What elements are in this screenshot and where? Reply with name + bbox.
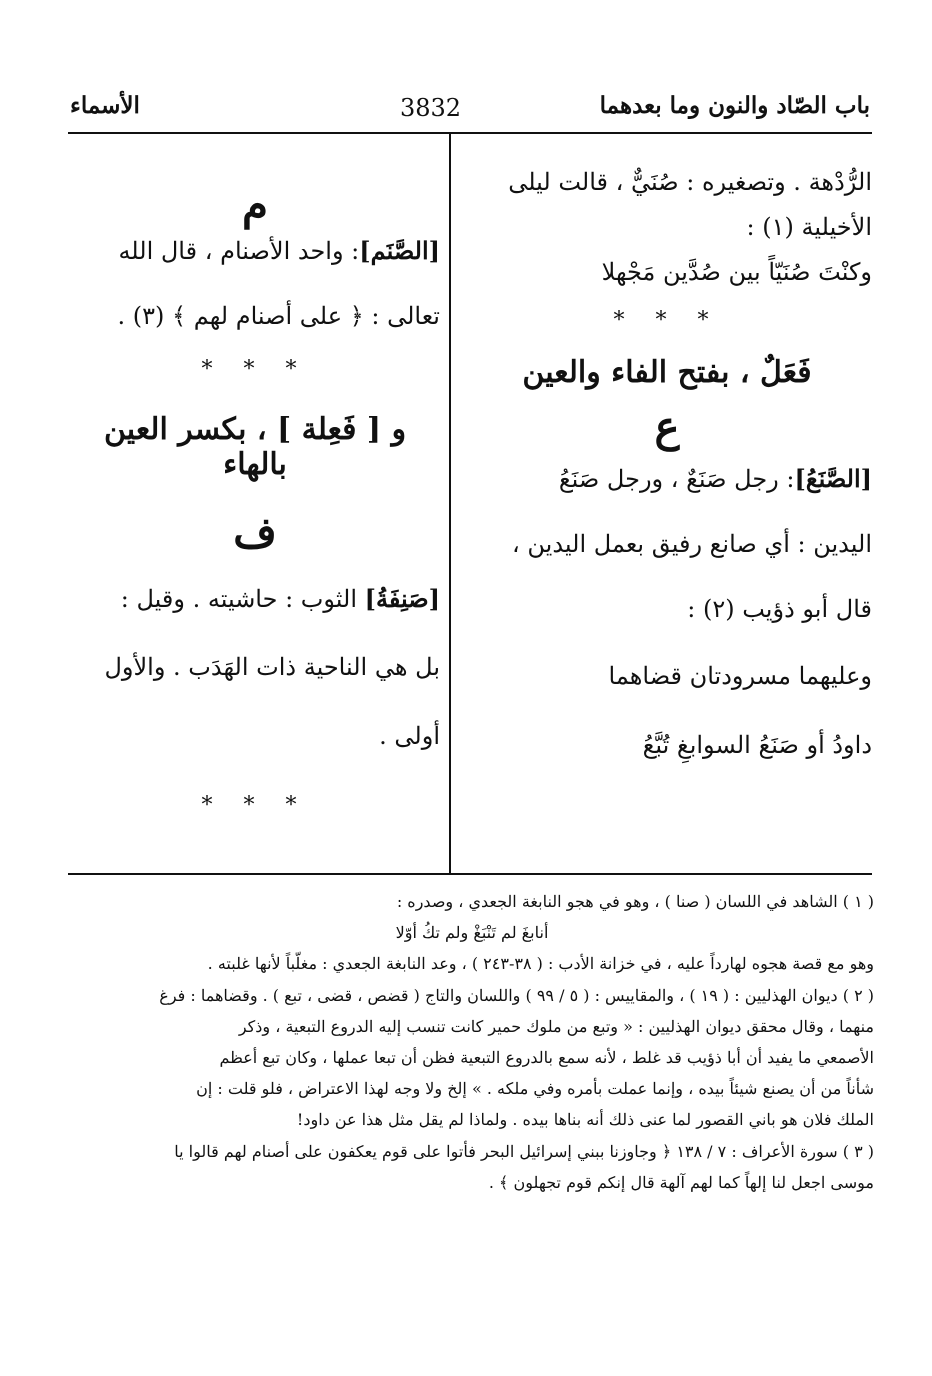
text-line: أولى . [379, 722, 440, 751]
text-line: الرُّدْهة . وتصغيره : صُنَيٌّ ، قالت ليلى [508, 168, 872, 196]
verse-line: داودُ أو صَنَعُ السوابغِ تُبَّعُ [642, 730, 872, 759]
text-line: تعالى : ﴿ على أصنام لهم ﴾ (٣) . [117, 301, 440, 330]
section-separator: * * * [201, 792, 309, 818]
entry-text: : واحد الأصنام ، قال الله [118, 237, 360, 265]
section-separator: * * * [613, 308, 721, 334]
verse-line: وعليهما مسرودتان قضاهما [608, 661, 872, 690]
footnote-1: ( ١ ) الشاهد في اللسان ( صنا ) ، وهو في هجو النابغة الجعدي ، وصدره : [396, 892, 874, 911]
footnote-2: ( ٢ ) ديوان الهذليين : ( ١٩ ) ، والمقاييس : ( ٥ / ٩٩ ) واللسان والتاج ( قضص ، قضى ، تبع ) . وقضاهما : فرغ [159, 985, 874, 1005]
entry-line [70, 237, 440, 266]
footnote-3: ( ٣ ) سورة الأعراف : ٧ / ١٣٨ ﴿ وجاوزنا ببني إسرائيل البحر فأتوا على قوم يعكفون على أصنام لهم قالوا يا [174, 1141, 874, 1161]
text-line: اليدين : أي صانع رفيق بعمل اليدين ، [512, 530, 872, 559]
footnote-2-cont: منهما ، وقال محقق ديوان الهذليين : « وتبع من ملوك حمير كانت تنسب إليه الدروع التبعية ، وذكر [238, 1016, 874, 1036]
footnote-2-cont: الأصمعي ما يفيد أن أبا ذؤيب قد غلط ، لأنه سمع بالدروع التبعية فظن أن تبعا عملها ، وكان تبع أعظم [219, 1047, 874, 1067]
footnote-2-cont: الملك فلان هو باني القصور لما عنى ذلك أنه بناها بيده . ولماذا لم يقل مثل هذا عن داود! [296, 1110, 874, 1130]
column-divider [449, 134, 451, 874]
entry-text: : رجل صَنَعٌ ، ورجل صَنَعُ [558, 465, 795, 494]
page-number: 3832 [400, 94, 462, 122]
footnote-2-cont: شأناً من أن يصنع شيئاً بيده ، وإنما عملت بأمره وفي ملكه . » إلخ ولا وجه لهذا الاعتراض ، فلو قلت : إن [196, 1079, 874, 1099]
footnote-rule [68, 873, 872, 875]
footnote-1-cont: وهو مع قصة هجوه لهارداً عليه ، في خزانة الأدب : ( ٣٨-٢٤٣ ) ، وعد النابغة الجعدي : مغلّباً لأنها غلبته . [207, 954, 874, 974]
text-line: قال أبو ذؤيب (٢) : [687, 594, 872, 623]
entry-line [70, 585, 440, 614]
letter-heading: ف [233, 507, 277, 557]
letter-heading: م [241, 180, 268, 229]
section-heading: فَعَلٌ ، بفتح الفاء والعين [522, 355, 812, 391]
left-column [70, 150, 440, 818]
letter-heading: ع [654, 402, 680, 452]
text-line: بل هي الناحية ذات الهَدَب . والأول [104, 653, 440, 682]
entry-word: [صَنِفَةُ] [364, 583, 440, 613]
entry-word: [الصَّنَعُ] [794, 464, 872, 494]
text-line: الأخيلية (١) : [746, 212, 872, 241]
entry-line [462, 465, 872, 494]
entry-text: الثوب : حاشيته . وقيل : [120, 584, 365, 613]
footnotes [70, 886, 874, 1198]
footnote-1-verse: أنابغَ لم تَنْبَغْ ولم تكُ أوّلا [395, 923, 549, 943]
page-header [70, 92, 870, 132]
chapter-title: باب الصّاد والنون وما بعدهما [599, 92, 870, 119]
footnote-3-cont: موسى اجعل لنا إلهاً كما لهم آلهة قال إنكم قوم تجهلون ﴾ . [488, 1172, 874, 1192]
header-rule [68, 132, 872, 134]
right-column [462, 150, 872, 759]
verse-line: وكنْتَ صُنَيّاً بين صُدَّين مَجْهلا [601, 257, 872, 286]
entry-word: [الصَّنَم] [359, 236, 440, 265]
section-separator: * * * [201, 356, 309, 382]
section-title: الأسماء [70, 92, 140, 119]
section-heading: و [ فَعِلة ] ، بكسر العين بالهاء [103, 411, 407, 482]
